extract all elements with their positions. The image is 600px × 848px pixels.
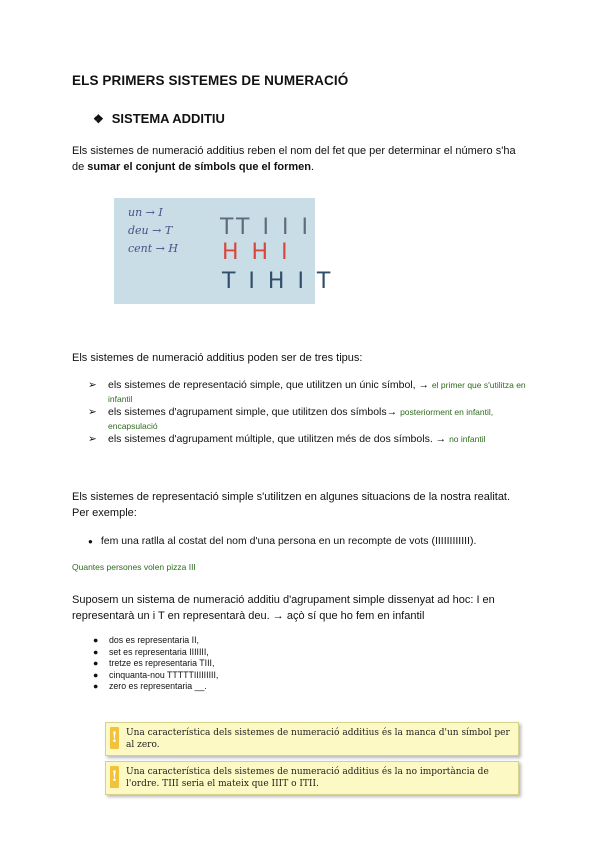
board-left-line-2: deu → T (128, 224, 173, 237)
warning-icon: ! (110, 727, 119, 749)
list-item: ➢ els sistemes de representació simple, que utilitzen un únic símbol, → el primer que s'utilitza en infantil (88, 379, 526, 404)
warning-icon: ! (110, 766, 119, 788)
page-title: ELS PRIMERS SISTEMES DE NUMERACIÓ (72, 73, 349, 88)
intro-line-2: de sumar el conjunt de símbols que el formen. (72, 161, 315, 173)
whiteboard-drawing (114, 198, 334, 304)
warning-box (105, 761, 519, 795)
warning-text: Una característica dels sistemes de numeració additius és la no importància de l'ordre. TIII seria el mateix que IIIT o ITII. (126, 767, 489, 789)
list-item: ● zero es representaria __. (93, 681, 207, 691)
diamond-bullet-icon: ❖ (93, 112, 104, 126)
intro-bold: sumar el conjunt de símbols que el formen (87, 161, 312, 173)
warning-box (105, 722, 519, 756)
teacher-note: el primer que s'utilitza en infantil (108, 380, 526, 404)
teacher-note: no infantil (449, 434, 486, 444)
intro-paragraph (72, 143, 542, 175)
list-item: ● tretze es representaria TIII, (93, 658, 215, 668)
warning-text: Una característica dels sistemes de numeració additius és la manca d'un símbol per al zero. (126, 728, 510, 750)
list-item: ➢ els sistemes d'agrupament simple, que utilitzen dos símbols→ posteriorment en infantil, encapsulació (88, 406, 494, 431)
subtitle-text: SISTEMA ADDITIU (111, 111, 225, 126)
board-left-line-1: un → I (128, 206, 163, 219)
arrow-bullet-icon: ➢ (88, 379, 97, 391)
example-item: ● fem una ratlla al costat del nom d'una persona en un recompte de vots (IIIIIIIIIIII). (88, 535, 477, 547)
examples-list (93, 635, 218, 693)
dot-bullet-icon: ● (93, 669, 99, 680)
arrow-bullet-icon: ➢ (88, 433, 97, 445)
list-item: ● dos es representaria II, (93, 635, 199, 645)
dot-bullet-icon: ● (93, 658, 99, 668)
types-list (88, 379, 528, 447)
list-item: ➢ els sistemes d'agrupament múltiple, que utilitzen més de dos símbols. → no infantil (88, 433, 486, 445)
intro-line-1: Els sistemes de numeració additius reben el nom del fet que per determinar el número s'ha (72, 145, 516, 157)
section-subtitle (93, 111, 225, 126)
dot-bullet-icon: ● (88, 537, 93, 546)
dot-bullet-icon: ● (93, 635, 99, 645)
suppose-paragraph: Suposem un sistema de numeració additiu d'agrupament simple dissenyat ad hoc: I en representarà un i T en representarà deu. → açò sí que ho fem en infantil (72, 594, 495, 622)
pizza-note: Quantes persones volen pizza III (72, 562, 196, 572)
simple-paragraph: Els sistemes de representació simple s'utilitzen en algunes situacions de la nostra realitat. Per exemple: (72, 491, 511, 519)
teacher-note: posteriorment en infantil, encapsulació (108, 407, 494, 431)
board-row-3: T I H I T (222, 269, 334, 294)
whiteboard-image (114, 198, 334, 304)
types-intro: Els sistemes de numeració additius poden ser de tres tipus: (72, 352, 363, 364)
arrow-bullet-icon: ➢ (88, 406, 97, 418)
board-row-1: TT I I I (220, 215, 311, 240)
dot-bullet-icon: ● (93, 681, 99, 691)
dot-bullet-icon: ● (93, 646, 99, 657)
list-item: ● set es representaria IIIIIII, (93, 646, 209, 657)
list-item: ● cinquanta-nou TTTTTIIIIIIIII, (93, 669, 219, 680)
board-row-2: H H I (222, 240, 291, 265)
board-left-line-3: cent → H (128, 242, 178, 255)
